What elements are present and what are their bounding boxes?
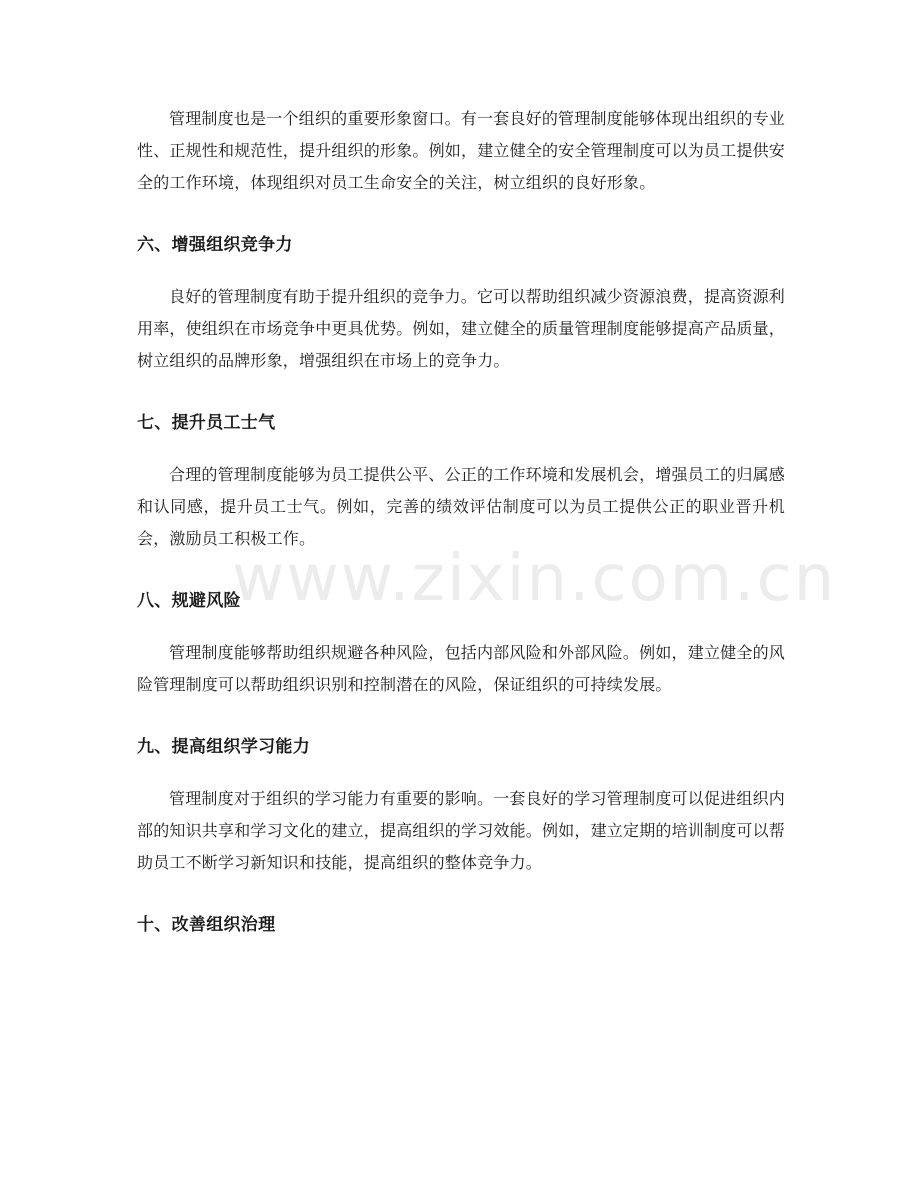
section-heading-9: 九、提高组织学习能力 — [137, 737, 310, 757]
section-heading-6: 六、增强组织竞争力 — [137, 235, 293, 255]
section-heading-7: 七、提升员工士气 — [137, 413, 276, 433]
intro-paragraph: 管理制度也是一个组织的重要形象窗口。有一套良好的管理制度能够体现出组织的专业性、正规性和规范性，提升组织的形象。例如，建立健全的安全管理制度可以为员工提供安全的工作环境，体现组织对员工生命安全的关注，树立组织的良好形象。 — [137, 109, 786, 192]
section-paragraph-7: 合理的管理制度能够为员工提供公平、公正的工作环境和发展机会，增强员工的归属感和认同感，提升员工士气。例如，完善的绩效评估制度可以为员工提供公正的职业晋升机会，激励员工积极工作。 — [137, 465, 785, 548]
watermark: www.zixin.com.cn — [232, 542, 837, 616]
document-body — [137, 103, 785, 941]
section-paragraph-8: 管理制度能够帮助组织规避各种风险，包括内部风险和外部风险。例如，建立健全的风险管理制度可以帮助组织识别和控制潜在的风险，保证组织的可持续发展。 — [137, 643, 785, 694]
section-heading-10: 十、改善组织治理 — [137, 915, 276, 935]
section-heading-8: 八、规避风险 — [137, 591, 241, 611]
section-paragraph-6: 良好的管理制度有助于提升组织的竞争力。它可以帮助组织减少资源浪费，提高资源利用率，使组织在市场竞争中更具优势。例如，建立健全的质量管理制度能够提高产品质量，树立组织的品牌形象，增强组织在市场上的竞争力。 — [137, 287, 786, 370]
section-paragraph-9: 管理制度对于组织的学习能力有重要的影响。一套良好的学习管理制度可以促进组织内部的知识共享和学习文化的建立，提高组织的学习效能。例如，建立定期的培训制度可以帮助员工不断学习新知识和技能，提高组织的整体竞争力。 — [137, 789, 786, 872]
